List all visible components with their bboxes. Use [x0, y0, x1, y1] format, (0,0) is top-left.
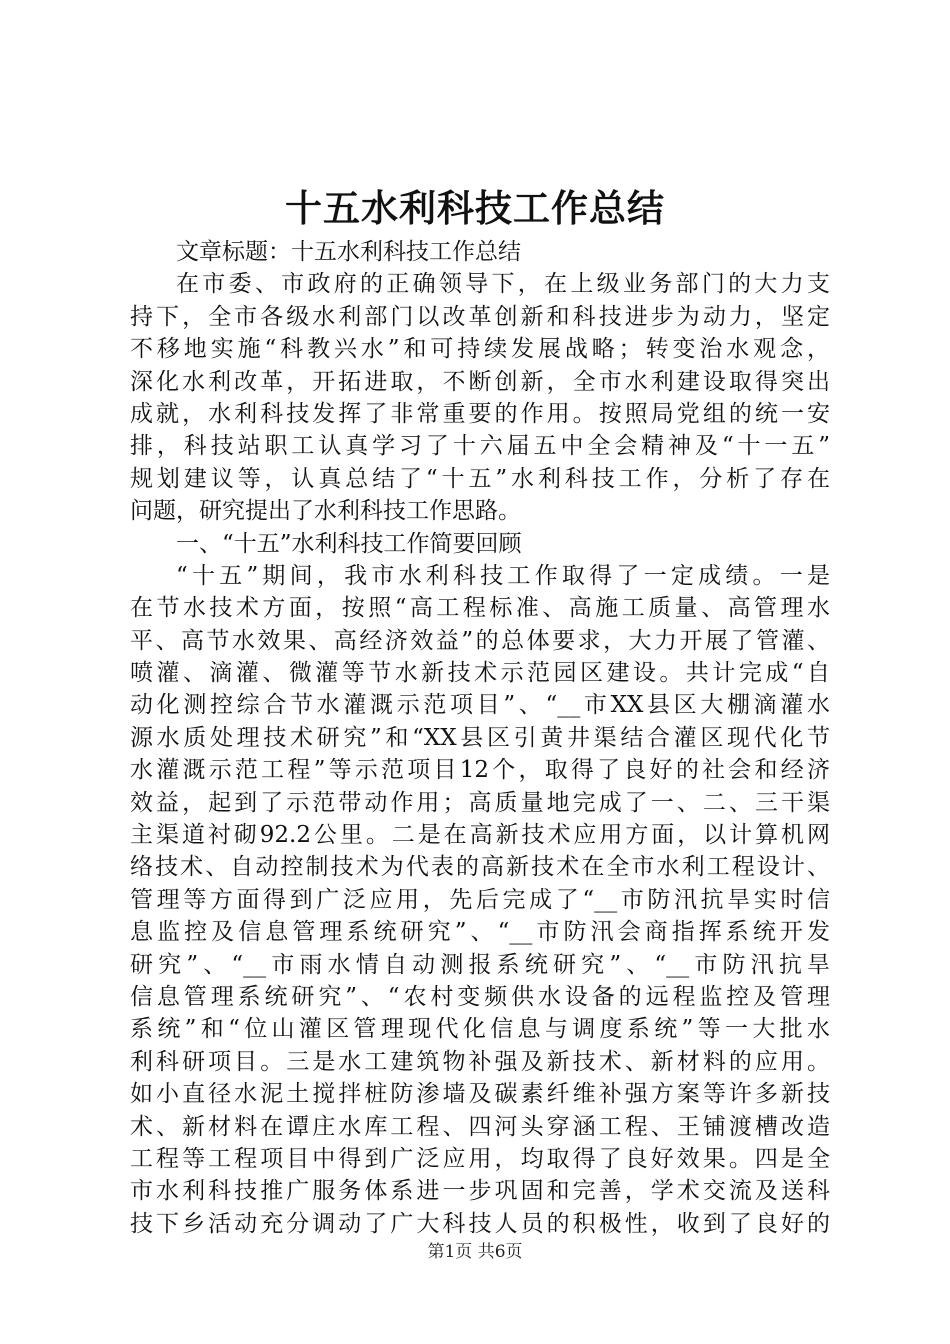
body-line: 在节水技术方面，按照“高工程标准、高施工质量、高管理水 [130, 595, 830, 622]
body-line: 一、“十五”水利科技工作简要回顾 [176, 530, 522, 557]
body-line: 管理等方面得到广泛应用，先后完成了“__市防汛抗旱实时信 [130, 886, 830, 913]
body-line: 息监控及信息管理系统研究”、“__市防汛会商指挥系统开发 [130, 919, 830, 946]
body-line: “十五”期间，我市水利科技工作取得了一定成绩。一是 [176, 562, 830, 589]
document-title: 十五水利科技工作总结 [285, 186, 665, 230]
body-line: 利科研项目。三是水工建筑物补强及新技术、新材料的应用。 [130, 1048, 830, 1075]
body-line: 研究”、“__市雨水情自动测报系统研究”、“__市防汛抗旱 [130, 951, 830, 978]
body-line: 源水质处理技术研究”和“XX县区引黄井渠结合灌区现代化节 [130, 724, 830, 751]
body-line: 动化测控综合节水灌溉示范项目”、“__市XX县区大棚滴灌水 [130, 692, 830, 719]
body-line: 系统”和“位山灌区管理现代化信息与调度系统”等一大批水 [130, 1016, 830, 1043]
body-line: 平、高节水效果、高经济效益”的总体要求，大力开展了管灌、 [130, 627, 830, 654]
body-line: 市水利科技推广服务体系进一步巩固和完善，学术交流及送科 [130, 1178, 830, 1205]
body-line: 信息管理系统研究”、“农村变频供水设备的远程监控及管理 [130, 983, 830, 1010]
body-line: 术、新材料在谭庄水库工程、四河头穿涵工程、王铺渡槽改造 [130, 1113, 830, 1140]
body-line: 工程等工程项目中得到广泛应用，均取得了良好效果。四是全 [130, 1145, 830, 1172]
body-line: 主渠道衬砌92.2公里。二是在高新技术应用方面，以计算机网 [130, 822, 830, 849]
body-line: 如小直径水泥土搅拌桩防渗墙及碳素纤维补强方案等许多新技 [130, 1081, 830, 1108]
body-line: 问题，研究提出了水利科技工作思路。 [130, 498, 521, 525]
body-line: 规划建议等，认真总结了“十五”水利科技工作，分析了存在 [130, 465, 830, 492]
body-line: 持下，全市各级水利部门以改革创新和科技进步为动力，坚定 [130, 303, 830, 330]
body-line: 络技术、自动控制技术为代表的高新技术在全市水利工程设计、 [130, 854, 830, 881]
body-line: 喷灌、滴灌、微灌等节水新技术示范园区建设。共计完成“自 [130, 660, 830, 687]
body-line: 水灌溉示范工程”等示范项目12个，取得了良好的社会和经济 [130, 757, 830, 784]
body-line: 技下乡活动充分调动了广大科技人员的积极性，收到了良好的 [130, 1210, 830, 1237]
body-line: 不移地实施“科教兴水”和可持续发展战略；转变治水观念， [130, 336, 830, 363]
document-body [130, 236, 830, 1240]
body-line: 在市委、市政府的正确领导下，在上级业务部门的大力支 [176, 271, 830, 298]
page-footer: 第1页 共6页 [427, 1242, 523, 1262]
body-line: 排，科技站职工认真学习了十六届五中全会精神及“十一五” [130, 433, 830, 460]
body-line: 深化水利改革，开拓进取，不断创新，全市水利建设取得突出 [130, 368, 830, 395]
body-line: 文章标题：十五水利科技工作总结 [176, 239, 521, 265]
body-line: 效益，起到了示范带动作用；高质量地完成了一、二、三干渠 [130, 789, 830, 816]
body-line: 成就，水利科技发挥了非常重要的作用。按照局党组的统一安 [130, 400, 830, 427]
